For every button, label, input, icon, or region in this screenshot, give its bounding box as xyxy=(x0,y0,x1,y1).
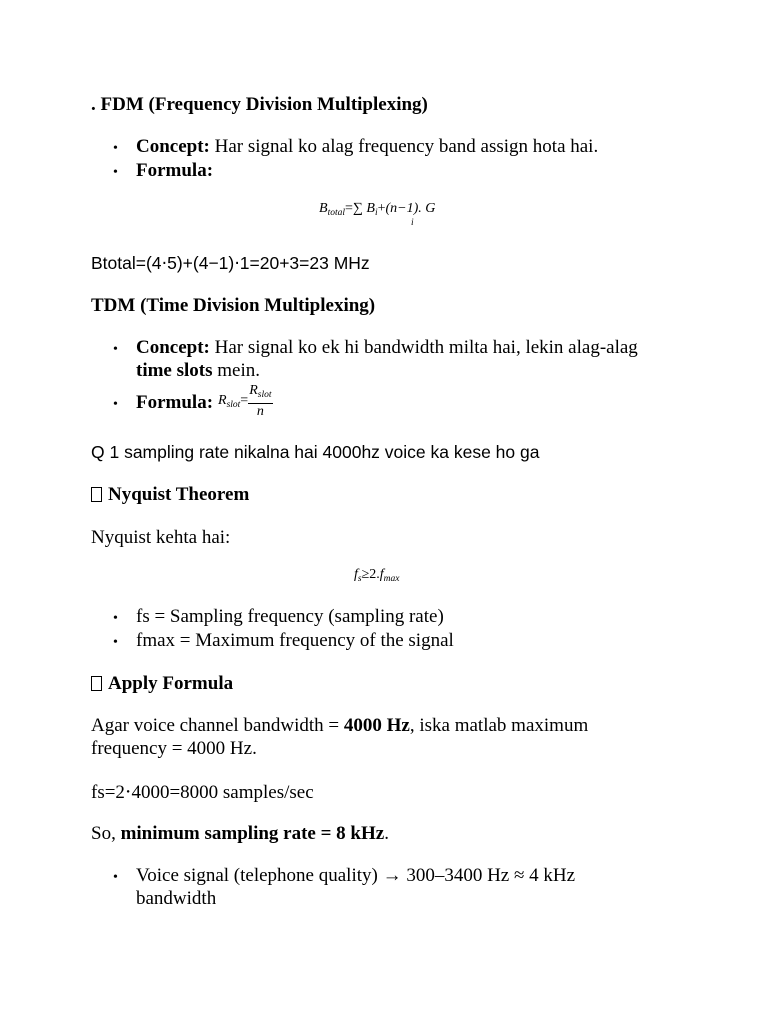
formula-symbol: B xyxy=(319,201,328,216)
sum-index: i xyxy=(411,218,414,228)
fdm-formula-label: Formula: xyxy=(136,160,214,181)
formula-subscript: slot xyxy=(257,390,272,400)
tdm-concept-text: Har signal ko ek hi bandwidth milta hai, lekin alag-alag xyxy=(209,337,638,358)
bullet-marker: • xyxy=(113,342,118,357)
apply-text: Agar voice channel bandwidth = xyxy=(91,715,344,736)
question-text: Q 1 sampling rate nikalna hai 4000hz voice ka kese ho ga xyxy=(91,442,540,462)
so-bold-text: minimum sampling rate = 8 kHz xyxy=(120,823,385,844)
fdm-formula xyxy=(319,201,435,218)
apply-heading: Apply Formula xyxy=(108,673,234,694)
apply-paragraph-line2: frequency = 4000 Hz. xyxy=(91,738,257,759)
nyquist-formula xyxy=(354,567,400,584)
formula-subscript: max xyxy=(383,574,400,584)
voice-bullet-line1: Voice signal (telephone quality) → 300–3400 Hz ≈ 4 kHz xyxy=(136,865,576,886)
bullet-marker: • xyxy=(113,635,118,650)
fdm-calc-line: Btotal=(4⋅5)+(4−1)⋅1=20+3=23 MHz xyxy=(91,253,370,273)
missing-glyph-icon xyxy=(91,487,102,502)
bullet-marker: • xyxy=(113,870,118,885)
apply-calc: fs=2⋅4000=8000 samples/sec xyxy=(91,782,314,803)
apply-text: , iska matlab maximum xyxy=(409,715,589,736)
bullet-marker: • xyxy=(113,141,118,156)
formula-symbol: R xyxy=(249,383,258,398)
formula-symbol: f xyxy=(354,567,358,582)
formula-operator: = xyxy=(240,393,249,408)
nyquist-bullet-2: fmax = Maximum frequency of the signal xyxy=(136,630,454,651)
apply-heading-row xyxy=(91,673,233,695)
nyquist-intro: Nyquist kehta hai: xyxy=(91,527,231,548)
formula-operator: + xyxy=(377,201,386,216)
so-line xyxy=(91,823,389,845)
formula-term: (n−1) xyxy=(385,201,419,216)
formula-subscript: total xyxy=(327,208,345,218)
formula-subscript: i xyxy=(374,208,378,218)
formula-term: . G xyxy=(418,201,436,216)
tdm-formula xyxy=(218,383,273,419)
tdm-concept-label: Concept: xyxy=(136,337,210,358)
fdm-heading: . FDM (Frequency Division Multiplexing) xyxy=(91,94,428,115)
formula-symbol: R xyxy=(218,393,227,408)
fdm-concept-item xyxy=(136,136,598,158)
so-text: . xyxy=(384,823,389,844)
bullet-marker: • xyxy=(113,165,118,180)
tdm-heading: TDM (Time Division Multiplexing) xyxy=(91,295,376,316)
time-slots-text: time slots xyxy=(136,360,213,381)
fdm-concept-text: Har signal ko alag frequency band assign hota hai. xyxy=(209,136,599,157)
formula-subscript: s xyxy=(357,574,362,584)
apply-bold-value: 4000 Hz xyxy=(343,715,410,736)
fdm-concept-label: Concept: xyxy=(136,136,210,157)
apply-paragraph-line1 xyxy=(91,715,588,737)
nyquist-bullet-1: fs = Sampling frequency (sampling rate) xyxy=(136,606,444,627)
bullet-marker: • xyxy=(113,611,118,626)
fraction-denominator: n xyxy=(256,404,264,419)
missing-glyph-icon xyxy=(91,676,102,691)
tdm-concept-line2 xyxy=(136,360,260,382)
fraction-numerator xyxy=(248,383,272,404)
formula-symbol: f xyxy=(379,567,384,582)
so-text: So, xyxy=(91,823,121,844)
formula-operator: ≥2. xyxy=(361,567,380,582)
bullet-marker: • xyxy=(113,397,118,412)
nyquist-heading: Nyquist Theorem xyxy=(108,484,250,505)
tdm-formula-label: Formula: xyxy=(136,392,214,413)
tdm-concept-end: mein. xyxy=(212,360,261,381)
nyquist-heading-row xyxy=(91,484,249,506)
formula-fraction xyxy=(248,383,272,419)
formula-subscript: slot xyxy=(226,400,241,411)
formula-operator: =∑ xyxy=(344,201,363,216)
tdm-concept-item xyxy=(136,337,638,359)
voice-bullet-line2: bandwidth xyxy=(136,888,217,909)
formula-symbol: B xyxy=(366,201,375,216)
